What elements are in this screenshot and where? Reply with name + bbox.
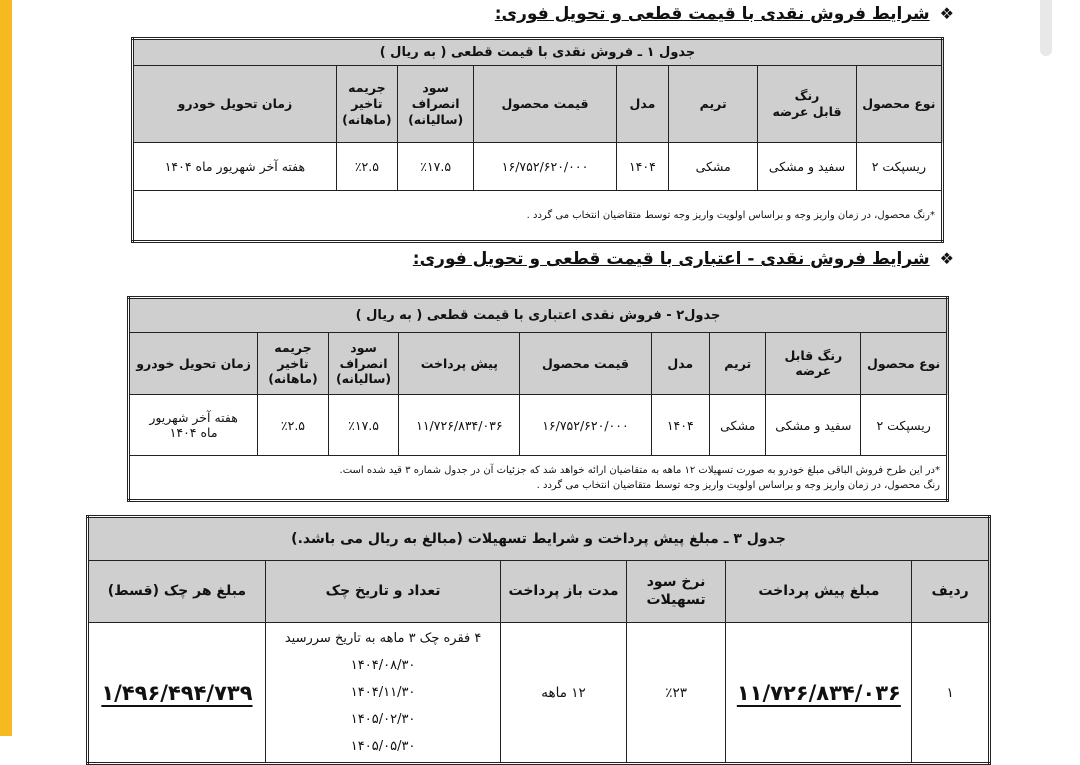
header-trim: تریم	[710, 332, 766, 395]
table-1-caption: جدول ۱ ـ فروش نقدی با قیمت قطعی ( به ریال )	[133, 39, 943, 66]
cell-delivery: هفته آخر شهریور ماه ۱۴۰۴	[129, 395, 258, 456]
table-2-caption: جدول۲ - فروش نقدی اعتباری با قیمت قطعی ( به ریال )	[129, 298, 948, 333]
check-amount: ۱/۴۹۶/۴۹۴/۷۳۹	[101, 680, 253, 705]
cell-rate: ٪۲۳	[626, 623, 726, 764]
cell-trim: مشکی	[669, 143, 758, 191]
header-cancel-profit: سود انصراف (سالیانه)	[398, 65, 474, 143]
header-checks: تعداد و تاریخ چک	[265, 561, 500, 623]
header-delay-penalty: جریمه تاخیر (ماهانه)	[258, 332, 329, 395]
prepayment-amount: ۱۱/۷۲۶/۸۳۴/۰۳۶	[736, 680, 901, 705]
table-1-note: *رنگ محصول، در زمان واریز وجه و براساس اولویت واریز وجه توسط متقاضیان انتخاب می گردد .	[133, 190, 943, 241]
cell-prepayment: ۱۱/۷۲۶/۸۳۴/۰۳۶	[399, 395, 520, 456]
cell-delay-penalty: ٪۲.۵	[336, 143, 397, 191]
cell-checks	[265, 623, 500, 764]
header-rate: نرخ سود تسهیلات	[626, 561, 726, 623]
section-1-title: شرایط فروش نقدی با قیمت قطعی و تحویل فوری:	[494, 4, 930, 24]
header-prepayment: پیش پرداخت	[399, 332, 520, 395]
cell-delivery: هفته آخر شهریور ماه ۱۴۰۴	[133, 143, 337, 191]
cell-trim: مشکی	[710, 395, 766, 456]
cell-color: سفید و مشکی	[758, 143, 856, 191]
table-row	[133, 143, 943, 191]
header-delay-penalty: جریمه تاخیر (ماهانه)	[336, 65, 397, 143]
header-row-no: ردیف	[912, 561, 990, 623]
header-cancel-profit: سود انصراف (سالیانه)	[328, 332, 399, 395]
table-3	[86, 515, 991, 765]
cell-cancel-profit: ٪۱۷.۵	[398, 143, 474, 191]
section-2-title: شرایط فروش نقدی - اعتباری با قیمت قطعی و تحویل فوری:	[412, 249, 930, 269]
cell-term: ۱۲ ماهه	[501, 623, 626, 764]
cell-model: ۱۴۰۴	[651, 395, 710, 456]
header-color: رنگ قابل عرضه	[758, 65, 856, 143]
table-2-note-2: رنگ محصول، در زمان واریز وجه و براساس اولویت واریز وجه توسط متقاضیان انتخاب می گردد .	[536, 479, 940, 491]
left-accent-stripe	[0, 0, 12, 736]
table-row	[88, 623, 990, 764]
header-product: نوع محصول	[861, 332, 948, 395]
cell-cancel-profit: ٪۱۷.۵	[328, 395, 399, 456]
cell-check-amount	[88, 623, 266, 764]
table-2	[127, 296, 949, 502]
header-delivery: زمان تحویل خودرو	[129, 332, 258, 395]
header-trim: تریم	[669, 65, 758, 143]
cell-model: ۱۴۰۴	[616, 143, 668, 191]
section-2-heading	[413, 249, 954, 269]
scrollbar-thumb[interactable]	[1040, 0, 1052, 56]
cell-product: ریسپکت ۲	[856, 143, 942, 191]
cell-delay-penalty: ٪۲.۵	[258, 395, 329, 456]
cell-product: ریسپکت ۲	[861, 395, 948, 456]
header-product: نوع محصول	[856, 65, 942, 143]
cell-price: ۱۶/۷۵۲/۶۲۰/۰۰۰	[474, 143, 617, 191]
check-date: ۱۴۰۵/۰۵/۳۰	[350, 739, 416, 754]
cell-price: ۱۶/۷۵۲/۶۲۰/۰۰۰	[520, 395, 651, 456]
header-price: قیمت محصول	[520, 332, 651, 395]
diamond-bullet-icon: ❖	[939, 4, 954, 23]
cell-row-no: ۱	[912, 623, 990, 764]
check-date: ۱۴۰۴/۱۱/۳۰	[350, 685, 416, 700]
header-model: مدل	[616, 65, 668, 143]
table-row	[129, 395, 948, 456]
diamond-bullet-icon: ❖	[939, 249, 954, 268]
cell-color: سفید و مشکی	[766, 395, 861, 456]
header-color: رنگ قابل عرضه	[766, 332, 861, 395]
check-date: ۱۴۰۵/۰۲/۳۰	[350, 712, 416, 727]
header-model: مدل	[651, 332, 710, 395]
header-price: قیمت محصول	[474, 65, 617, 143]
table-2-note-1: *در این طرح فروش الباقی مبلغ خودرو به صورت تسهیلات ۱۲ ماهه به متقاضیان ارائه خواهد شد که جزئیات آن در جدول شماره ۳ قید شده است.	[339, 464, 940, 476]
header-check-amount: مبلغ هر چک (قسط)	[88, 561, 266, 623]
check-date: ۱۴۰۴/۰۸/۳۰	[350, 658, 416, 673]
header-delivery: زمان تحویل خودرو	[133, 65, 337, 143]
checks-title: ۴ فقره چک ۳ ماهه به تاریخ سررسید	[284, 631, 482, 646]
section-1-heading	[495, 4, 954, 24]
cell-prepayment	[726, 623, 912, 764]
table-1	[131, 37, 944, 243]
table-2-notes	[129, 456, 948, 501]
header-prepayment: مبلغ پیش پرداخت	[726, 561, 912, 623]
table-3-caption: جدول ۳ ـ مبلغ پیش پرداخت و شرایط تسهیلات (مبالغ به ریال می باشد.)	[88, 517, 990, 561]
header-term: مدت باز پرداخت	[501, 561, 626, 623]
